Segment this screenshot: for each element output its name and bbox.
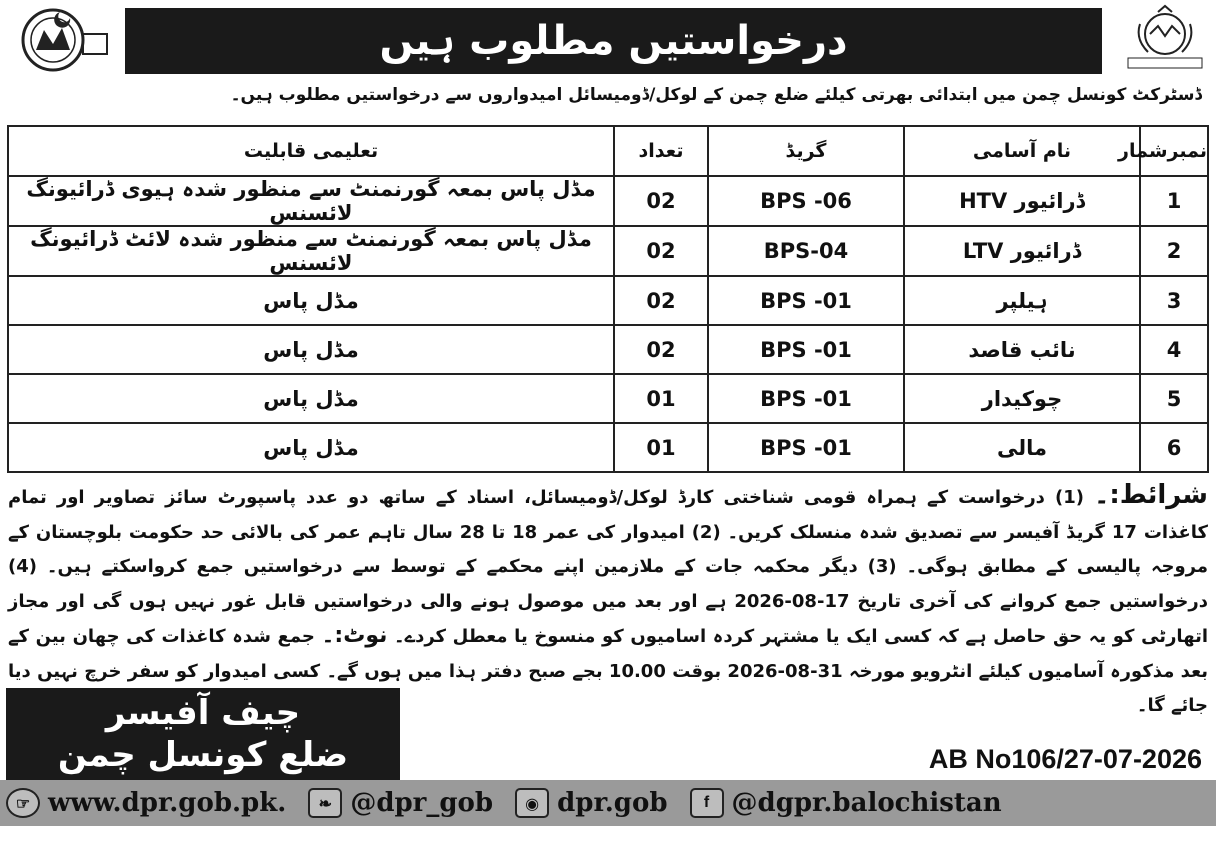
- header-count: تعداد: [614, 126, 708, 176]
- cell-grade: BPS-04: [708, 226, 904, 276]
- cell-serial-no: 5: [1140, 374, 1208, 423]
- footer-bar: [0, 780, 1216, 826]
- cell-qualification: مڈل پاس: [8, 374, 614, 423]
- cell-qualification: مڈل پاس بمعہ گورنمنٹ سے منظور شدہ لائٹ ڈرائیونگ لائسنس: [8, 226, 614, 276]
- cell-qualification: مڈل پاس: [8, 423, 614, 472]
- terms-body: (1) درخواست کے ہمراہ قومی شناختی کارڈ لوکل/ڈومیسائل، اسناد کے ساتھ دو عدد پاسپورٹ سائز تصاویر اور تمام کاغذات 17 گریڈ آفیسر سے تصدیق شدہ منسلک کریں۔ (2) امیدوار کی عمر 18 تا 28 سال تاہم عمر کی بالائی حد حکومت بلوچستان کے مروجہ پالیسی کے مطابق ہوگی۔ (3) دیگر محکمہ جات کے ملازمین اپنے محکمے کے توسط سے درخواستیں جمع کرواسکتے ہیں۔ (4) درخواستیں جمع کروانے کی آخری تاریخ 17-08-2026 ہے اور بعد میں موصول ہونے والی درخواستیں قابل غور نہیں ہوں گی اور مجاز اتھارٹی کو یہ حق حاصل ہے کہ کسی ایک یا مشتہر کردہ اسامیوں کو منسوخ یا معطل کردے۔: [8, 487, 1209, 647]
- footer-instagram-label: dpr.gob: [557, 788, 668, 818]
- header-title-band: [125, 8, 1102, 74]
- cell-count: 02: [614, 226, 708, 276]
- globe-hand-icon: ☞: [6, 788, 40, 818]
- cell-count: 02: [614, 176, 708, 226]
- cell-post: نائب قاصد: [904, 325, 1140, 374]
- footer-facebook[interactable]: [690, 788, 1002, 818]
- footer-instagram[interactable]: [515, 788, 667, 818]
- cell-post: مالی: [904, 423, 1140, 472]
- cell-count: 01: [614, 374, 708, 423]
- header-grade: گریڈ: [708, 126, 904, 176]
- intro-text: ڈسٹرکٹ کونسل چمن میں ابتدائی بھرتی کیلئے ضلع چمن کے لوکل/ڈومیسائل امیدواروں سے درخواستیں مطلوب ہیں۔: [230, 85, 1202, 105]
- header-post: نام آسامی: [904, 126, 1140, 176]
- table-row: [8, 374, 1208, 423]
- signature-title: چیف آفیسر: [105, 693, 301, 733]
- footer-facebook-label: @dgpr.balochistan: [731, 788, 1002, 818]
- cell-qualification: مڈل پاس: [8, 325, 614, 374]
- ab-reference-number: AB No106/27-07-2026: [928, 744, 1202, 774]
- table-row: [8, 423, 1208, 472]
- signature-office: ضلع کونسل چمن: [57, 735, 349, 775]
- terms-section: [8, 478, 1208, 724]
- table-row: [8, 276, 1208, 325]
- cell-post: چوکیدار: [904, 374, 1140, 423]
- cell-grade: BPS -06: [708, 176, 904, 226]
- cell-count: 02: [614, 276, 708, 325]
- cell-serial-no: 3: [1140, 276, 1208, 325]
- cell-count: 01: [614, 423, 708, 472]
- header-qualification: تعلیمی قابلیت: [8, 126, 614, 176]
- cell-qualification: مڈل پاس: [8, 276, 614, 325]
- signature-block: [6, 688, 400, 780]
- cell-serial-no: 1: [1140, 176, 1208, 226]
- facebook-icon: f: [690, 788, 724, 818]
- table-row: [8, 226, 1208, 276]
- vacancy-table: [7, 125, 1209, 473]
- cell-post: ہیلپر: [904, 276, 1140, 325]
- cell-serial-no: 4: [1140, 325, 1208, 374]
- footer-website-label: www.dpr.gob.pk.: [48, 788, 287, 818]
- footer-twitter-label: @dpr_gob: [350, 788, 494, 818]
- note-label: نوٹ:۔: [321, 623, 388, 648]
- district-council-logo: [8, 4, 118, 74]
- cell-qualification: مڈل پاس بمعہ گورنمنٹ سے منظور شدہ ہیوی ڈرائیونگ لائسنس: [8, 176, 614, 226]
- cell-serial-no: 2: [1140, 226, 1208, 276]
- header-serial-no: نمبرشمار: [1140, 126, 1208, 176]
- cell-serial-no: 6: [1140, 423, 1208, 472]
- table-row: [8, 176, 1208, 226]
- instagram-icon: ◉: [515, 788, 549, 818]
- cell-grade: BPS -01: [708, 423, 904, 472]
- footer-twitter[interactable]: [308, 788, 493, 818]
- twitter-icon: ❧: [308, 788, 342, 818]
- balochistan-emblem-logo: [1110, 4, 1216, 74]
- footer-website[interactable]: [6, 788, 286, 818]
- cell-grade: BPS -01: [708, 276, 904, 325]
- page-title: درخواستیں مطلوب ہیں: [379, 18, 848, 64]
- cell-post: ڈرائیور HTV: [904, 176, 1140, 226]
- cell-count: 02: [614, 325, 708, 374]
- note-text: جمع شدہ کاغذات کی چھان بین کے بعد مذکورہ آسامیوں کیلئے انٹرویو مورخہ 31-08-2026 بوقت 10.00 بجے صبح دفتر ہذا میں ہوں گے۔ کسی امیدوار کو سفر خرچ نہیں دیا جائے گا۔: [8, 626, 1208, 716]
- table-row: [8, 325, 1208, 374]
- cell-grade: BPS -01: [708, 325, 904, 374]
- table-header-row: [8, 126, 1208, 176]
- cell-post: ڈرائیور LTV: [904, 226, 1140, 276]
- terms-heading: شرائط:۔: [1094, 480, 1208, 510]
- cell-grade: BPS -01: [708, 374, 904, 423]
